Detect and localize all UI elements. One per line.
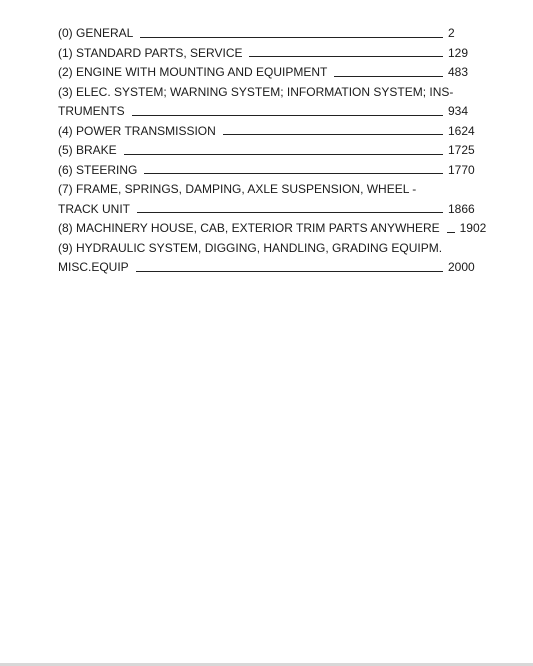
toc-page-number: 129 <box>448 45 469 60</box>
toc-page-number: 1624 <box>448 123 475 138</box>
toc-entry[interactable] <box>58 24 476 44</box>
toc-leader-line <box>140 37 443 38</box>
toc-entry-line <box>58 83 476 103</box>
toc-entry[interactable] <box>58 219 487 239</box>
toc-entry[interactable] <box>58 63 476 83</box>
toc-entry-title: TRUMENTS <box>58 104 125 118</box>
toc-entry-title: (9) HYDRAULIC SYSTEM, DIGGING, HANDLING, GRADING EQUIPM. <box>58 240 443 255</box>
toc-entry-title: MISC.EQUIP <box>58 260 129 274</box>
toc-entry[interactable] <box>58 102 476 122</box>
toc-leader-line <box>136 271 443 272</box>
toc-entry[interactable] <box>58 122 476 142</box>
toc-entry-title: (7) FRAME, SPRINGS, DAMPING, AXLE SUSPENSION, WHEEL - <box>58 182 417 196</box>
toc-leader-line <box>137 212 443 213</box>
toc-entry[interactable] <box>58 258 476 278</box>
toc-entry-title: (6) STEERING <box>58 162 138 177</box>
toc-page-number: 934 <box>448 104 469 118</box>
toc-entry[interactable] <box>58 161 476 181</box>
toc-leader-line <box>447 232 455 233</box>
toc-page-number: 1770 <box>448 162 475 177</box>
toc-page-number: 1902 <box>459 221 487 235</box>
toc-leader-line <box>249 56 443 57</box>
toc-leader-line <box>144 173 443 174</box>
toc-page-number: 2000 <box>448 260 475 274</box>
toc-leader-line <box>223 134 443 135</box>
toc-entry[interactable] <box>58 44 476 64</box>
toc-entry-title: (2) ENGINE WITH MOUNTING AND EQUIPMENT <box>58 65 328 79</box>
toc-leader-line <box>334 76 443 77</box>
toc-entry-title: (8) MACHINERY HOUSE, CAB, EXTERIOR TRIM PARTS ANYWHERE <box>58 221 440 235</box>
toc-page-number: 1725 <box>448 143 475 157</box>
toc-entry[interactable] <box>58 200 476 220</box>
toc-entry[interactable] <box>58 141 476 161</box>
toc-leader-line <box>132 115 443 116</box>
toc-page-number: 2 <box>448 26 455 40</box>
toc-entry-title: (4) POWER TRANSMISSION <box>58 123 216 138</box>
toc-page-number: 483 <box>448 65 469 79</box>
toc-entry-title: (3) ELEC. SYSTEM; WARNING SYSTEM; INFORMATION SYSTEM; INS- <box>58 84 454 99</box>
toc-page-number: 1866 <box>448 201 475 216</box>
toc-entry-title: TRACK UNIT <box>58 201 130 216</box>
toc-entry-line <box>58 180 476 200</box>
toc-leader-line <box>124 154 443 155</box>
toc-entry-title: (1) STANDARD PARTS, SERVICE <box>58 45 243 60</box>
table-of-contents <box>58 24 487 278</box>
toc-entry-title: (5) BRAKE <box>58 143 117 157</box>
toc-entry-title: (0) GENERAL <box>58 26 134 40</box>
toc-entry-line <box>58 239 476 259</box>
